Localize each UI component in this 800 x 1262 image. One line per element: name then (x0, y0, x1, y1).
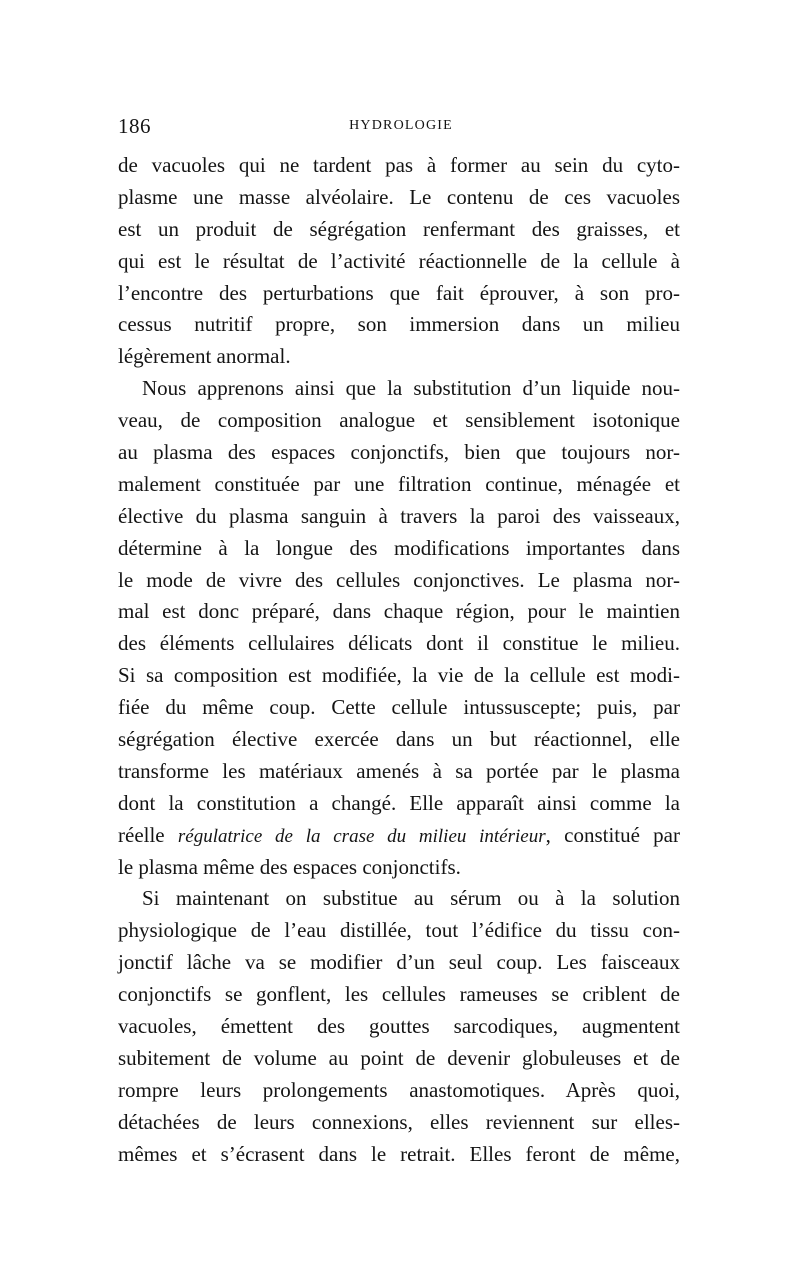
text-line: au plasma des espaces conjonctifs, bien que toujours nor- (118, 440, 680, 465)
text-line: le mode de vivre des cellules conjonctives. Le plasma nor- (118, 567, 680, 592)
text-line: l’encontre des perturbations que fait éprouver, à son pro- (118, 280, 680, 305)
text-line: ségrégation élective exercée dans un but réactionnel, elle (118, 727, 680, 752)
text-line: le plasma même des espaces conjonctifs. (118, 854, 461, 879)
text-line: fiée du même coup. Cette cellule intussuscepte; puis, par (118, 695, 680, 720)
text-line: malement constituée par une filtration continue, ménagée et (118, 471, 680, 496)
text-line: subitement de volume au point de devenir globuleuses et de (118, 1045, 680, 1070)
page-header (118, 114, 684, 142)
text-line: légèrement anormal. (118, 344, 291, 369)
text-line: élective du plasma sanguin à travers la paroi des vaisseaux, (118, 503, 680, 528)
paragraph-first-line: Nous apprenons ainsi que la substitution d’un liquide nou- (142, 376, 680, 401)
text-line: physiologique de l’eau distillée, tout l’édifice du tissu con- (118, 918, 680, 943)
text-line: cessus nutritif propre, son immersion dans un milieu (118, 312, 680, 337)
italic-phrase: régulatrice de la crase du milieu intérieur (177, 825, 546, 847)
text-line: Si sa composition est modifiée, la vie de la cellule est modi- (118, 663, 680, 688)
text-line: transforme les matériaux amenés à sa portée par le plasma (118, 758, 680, 783)
body-text (118, 150, 680, 1171)
text-line: veau, de composition analogue et sensiblement isotonique (118, 408, 680, 433)
text-segment: réelle (118, 822, 178, 847)
text-line: dont la constitution a changé. Elle apparaît ainsi comme la (118, 790, 680, 815)
text-line: détermine à la longue des modifications importantes dans (118, 535, 680, 560)
italic-text-line (118, 820, 680, 852)
text-line: mal est donc préparé, dans chaque région, pour le maintien (118, 599, 680, 624)
text-line: mêmes et s’écrasent dans le retrait. Elles feront de même, (118, 1141, 680, 1166)
text-line: est un produit de ségrégation renfermant des graisses, et (118, 216, 680, 241)
text-line: plasme une masse alvéolaire. Le contenu de ces vacuoles (118, 184, 680, 209)
text-line: rompre leurs prolongements anastomotiques. Après quoi, (118, 1077, 680, 1102)
text-segment: , constitué par (545, 822, 680, 847)
text-line: qui est le résultat de l’activité réactionnelle de la cellule à (118, 248, 680, 273)
text-line: des éléments cellulaires délicats dont il constitue le milieu. (118, 631, 680, 656)
text-line: détachées de leurs connexions, elles reviennent sur elles- (118, 1109, 680, 1134)
text-line: conjonctifs se gonflent, les cellules rameuses se criblent de (118, 982, 680, 1007)
paragraph-first-line: Si maintenant on substitue au sérum ou à la solution (142, 886, 680, 911)
text-line: vacuoles, émettent des gouttes sarcodiques, augmentent (118, 1014, 680, 1039)
running-title: HYDROLOGIE (349, 118, 453, 133)
page-number: 186 (118, 114, 151, 138)
text-line: de vacuoles qui ne tardent pas à former au sein du cyto- (118, 153, 680, 177)
text-line: jonctif lâche va se modifier d’un seul coup. Les faisceaux (118, 950, 680, 975)
